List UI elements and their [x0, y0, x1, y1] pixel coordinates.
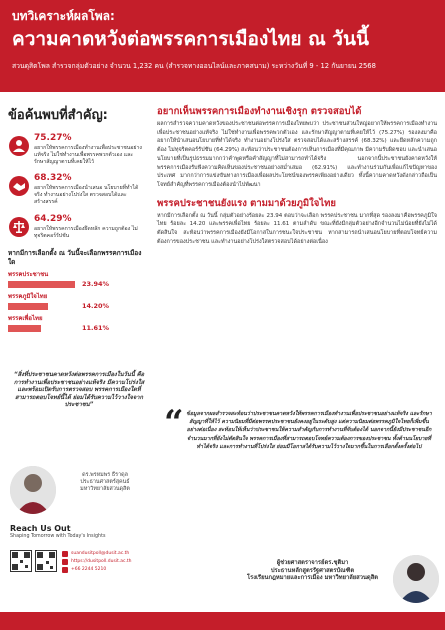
bar-fill [8, 281, 75, 288]
author-photo [393, 555, 439, 603]
key-findings-title: ข้อค้นพบที่สำคัญ: [8, 108, 108, 123]
stat-value: 68.32% [34, 173, 72, 184]
bar-label: พรรคประชาชน [8, 271, 49, 279]
globe-icon [62, 559, 68, 565]
author-name: ผู้ช่วยศาสตราจารย์ดร.ชุติมา ประธานหลักสูตรรัฐศาสตรบัณฑิต โรงเรียนกฎหมายและการเมือง มหาวิทยาลัยสวนดุสิต [246, 560, 379, 582]
survey-info: สวนดุสิตโพล สำรวจกลุ่มตัวอย่าง จำนวน 1,232 คน (สำรวจทางออนไลน์และภาคสนาม) ระหว่างวันที่ 9 - 12 กันยายน 2568 [12, 62, 376, 70]
contact-email[interactable]: suandusitpoll@dusit.ac.th [71, 551, 130, 556]
big-quote [164, 403, 434, 568]
bar-label: พรรคภูมิใจไทย [8, 293, 48, 301]
bar-fill [8, 325, 41, 332]
big-quote-text: ข้อมูลจากผลสำรวจสะท้อนว่าประชาชนคาดหวังให้พรรคการเมืองทำงานเพื่อประชาชนอย่างแท้จริง และรักษาสัญญาที่ให้ไว้ ความนิยมที่มีต่อพรรคประชาชนยังคงอยู่ในระดับสูง แต่ความนิยมต่อพรรคภูมิใจไทยก็เพิ่มขึ้นอย่างต่อเนื่อง สะท้อนให้เห็นว่าประชาชนให้ความสำคัญกับการทำงานที่จับต้องได้ นอกจากนี้ยังมีประชาชนอีกจำนวนมากที่ยังไม่ตัดสินใจ พรรคการเมืองที่สามารถตอบโจทย์ความต้องการของประชาชน ทั้งด้านนโยบายที่ทำได้จริง และการทำงานที่โปร่งใส ย่อมมีโอกาสได้รับความไว้วางใจมากขึ้นในการเลือกตั้งครั้งต่อไป [186, 411, 432, 450]
bars-title: หากมีการเลือกตั้ง ณ วันนี้จะเลือกพรรคการเมืองใด [8, 249, 142, 266]
left-quote: “สิ่งที่ประชาชนคาดหวังต่อพรรคการเมืองในวันนี้ คือการทำงานเพื่อประชาชนอย่างแท้จริง มีความโปร่งใส และพร้อมเปิดรับการตรวจสอบ พรรคการเมืองใดที่สามารถตอบโจทย์นี้ได้ ย่อมได้รับความไว้วางใจจากประชาชน” [13, 372, 145, 409]
bar-track [8, 281, 78, 288]
reach-title: Reach Us Out [10, 524, 71, 533]
header-banner [0, 0, 445, 92]
phone-icon [62, 567, 68, 573]
stat-description: อยากให้พรรคการเมืองทำงานเพื่อประชาชนอย่างแท้จริง ไม่ใช่ทำงานเพื่อพรรคพวกตัวเอง และรักษาสัญญาตามที่เคยให้ไว้ [34, 145, 142, 165]
stat-value: 64.29% [34, 213, 72, 224]
scale-icon [8, 216, 30, 238]
section-text: ผลการสำรวจความคาดหวังของประชาชนต่อพรรคการเมืองไทยพบว่า ประชาชนส่วนใหญ่อยากให้พรรคการเมืองทำงานเพื่อประชาชนอย่างแท้จริง ไม่ใช่ทำงานเพื่อพรรคพวกตัวเอง และรักษาสัญญาตามที่เคยให้ไว้ (75.27%) รองลงมาคืออยากให้นำเสนอนโยบายที่ทำได้จริง ทำงานอย่างโปร่งใส ตรวจสอบได้และสร้างสรรค์ (68.32%) และยึดหลักความถูกต้อง ไม่ทุจริตคอร์รัปชัน (64.29%) สะท้อนว่าประชาชนต้องการเห็นการเมืองที่มีคุณภาพ มีความรับผิดชอบ และนำเสนอนโยบายที่เป็นรูปธรรมมากกว่าคำพูดหรือคำสัญญาที่ไม่สามารถทำได้จริง นอกจากนี้ประชาชนยังคาดหวังให้พรรคการเมืองรับฟังความคิดเห็นของประชาชนอย่างสม่ำเสมอ (62.91%) และทำงานร่วมกันเพื่อแก้ไขปัญหาของประเทศ มากกว่าการแข่งขันทางการเมืองเพื่อผลประโยชน์ของพรรคเพียงอย่างเดียว ทั้งนี้ความคาดหวังดังกล่าวถือเป็นโจทย์สำคัญที่พรรคการเมืองต้องนำไปพัฒนา [157, 121, 437, 188]
bar-track [8, 303, 78, 310]
contact-website[interactable]: https://dusitpoll.dusit.ac.th [71, 559, 132, 564]
contact-list [62, 550, 132, 574]
header-subtitle: บทวิเคราะห์ผลโพล: [12, 9, 115, 23]
author-avatar-icon [393, 555, 439, 603]
stat-item [8, 133, 144, 165]
footer-bar [0, 612, 445, 630]
section-title: อยากเห็นพรรคการเมืองทำงานเชิงรุก ตรวจสอบได้ [157, 106, 362, 117]
bar-label: พรรคเพื่อไทย [8, 315, 43, 323]
reach-section [10, 524, 150, 572]
stat-value: 75.27% [34, 133, 72, 143]
stat-item [8, 173, 144, 205]
person-photo [10, 466, 56, 514]
bar-group [8, 271, 144, 288]
bar-percentage: 14.20% [82, 302, 110, 311]
qr-code-icon[interactable] [10, 550, 32, 572]
reach-subtitle: Shaping Tomorrow with Today's Insights [10, 534, 106, 539]
handshake-icon [8, 175, 30, 197]
stat-item [8, 214, 144, 240]
email-icon [62, 551, 68, 557]
section-title: พรรคประชาชนยังแรง ตามมาด้วยภูมิใจไทย [157, 197, 336, 209]
bar-fill [8, 303, 48, 310]
contact-phone[interactable]: +66 2244 5210 [71, 567, 107, 572]
bar-percentage: 23.94% [82, 280, 110, 289]
bar-group [8, 293, 144, 310]
section-text: หากมีการเลือกตั้ง ณ วันนี้ กลุ่มตัวอย่างร้อยละ 23.94 ตอบว่าจะเลือก พรรคประชาชน มากที่สุด รองลงมาคือพรรคภูมิใจไทย ร้อยละ 14.20 และพรรคเพื่อไทย ร้อยละ 11.61 ตามลำดับ ขณะที่ยังมีกลุ่มตัวอย่างอีกจำนวนไม่น้อยที่ยังไม่ได้ตัดสินใจ สะท้อนว่าพรรคการเมืองยังมีโอกาสในการชนะใจประชาชน หากสามารถนำเสนอนโยบายที่ตอบโจทย์ความต้องการของประชาชน และทำงานอย่างโปร่งใสตรวจสอบได้อย่างต่อเนื่อง [157, 212, 437, 245]
bar-track [8, 325, 78, 332]
quote-mark-icon: “ [164, 403, 184, 443]
qr-code-icon[interactable] [35, 550, 57, 572]
header-title: ความคาดหวังต่อพรรคการเมืองไทย ณ วันนี้ [12, 28, 369, 50]
person-avatar-icon [10, 466, 56, 514]
stat-description: อยากให้พรรคการเมืองยึดหลัก ความถูกต้อง ไม่ทุจริตคอร์รัปชัน [34, 225, 138, 239]
bar-group [8, 315, 144, 332]
person-name: ดร.พรหมพร ธีราดุล ประธานศาสตร์สุคนธ์ มหาวิทยาลัยสวนดุสิต [80, 472, 130, 492]
bar-percentage: 11.61% [82, 324, 110, 333]
stat-description: อยากให้พรรคการเมืองนำเสนอ นโยบายที่ทำได้จริง ทำงานอย่างโปร่งใส ตรวจสอบได้และสร้างสรรค์ [34, 185, 139, 205]
people-icon [8, 135, 30, 157]
